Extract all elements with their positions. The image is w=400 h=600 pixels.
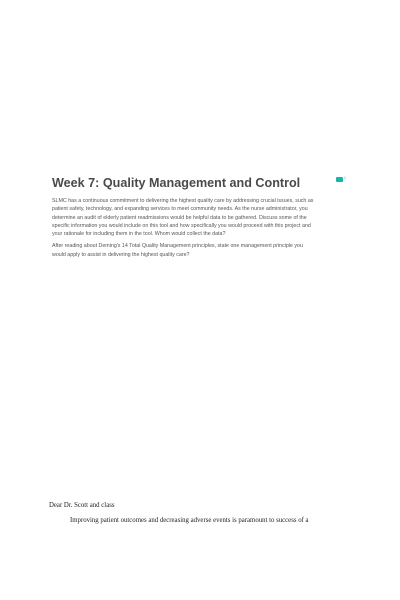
comment-icon: [336, 177, 348, 185]
chat-bubble-icon: [336, 177, 343, 182]
prompt-line: patient safety, technology, and expanding services to meet community needs. As the nurse administrator, you: [52, 206, 308, 213]
assignment-title: Week 7: Quality Management and Control: [52, 176, 301, 190]
comment-count: 1: [344, 176, 346, 180]
assignment-prompt: [52, 197, 350, 238]
assignment-question: [52, 242, 350, 259]
response-salutation: Dear Dr. Scott and class: [49, 502, 115, 509]
response-first-line: Improving patient outcomes and decreasing adverse events is paramount to success of a: [70, 517, 309, 524]
prompt-line: determine an audit of elderly patient readmissions would be helpful data to be gathered. Discuss some of the: [52, 214, 307, 221]
question-line: would apply to assist in delivering the highest quality care?: [52, 251, 190, 258]
prompt-line: specific information you would include on this tool and how specifically you would proceed with this project and: [52, 222, 311, 229]
assignment-screenshot: [52, 176, 350, 259]
prompt-line: SLMC has a continuous commitment to delivering the highest quality care by addressing crucial issues, such as: [52, 198, 314, 204]
question-line: After reading about Deming's 14 Total Quality Management principles, state one management principle you: [52, 243, 303, 250]
prompt-line: your rationale for including them in the tool. Whom would collect the data?: [52, 231, 226, 237]
